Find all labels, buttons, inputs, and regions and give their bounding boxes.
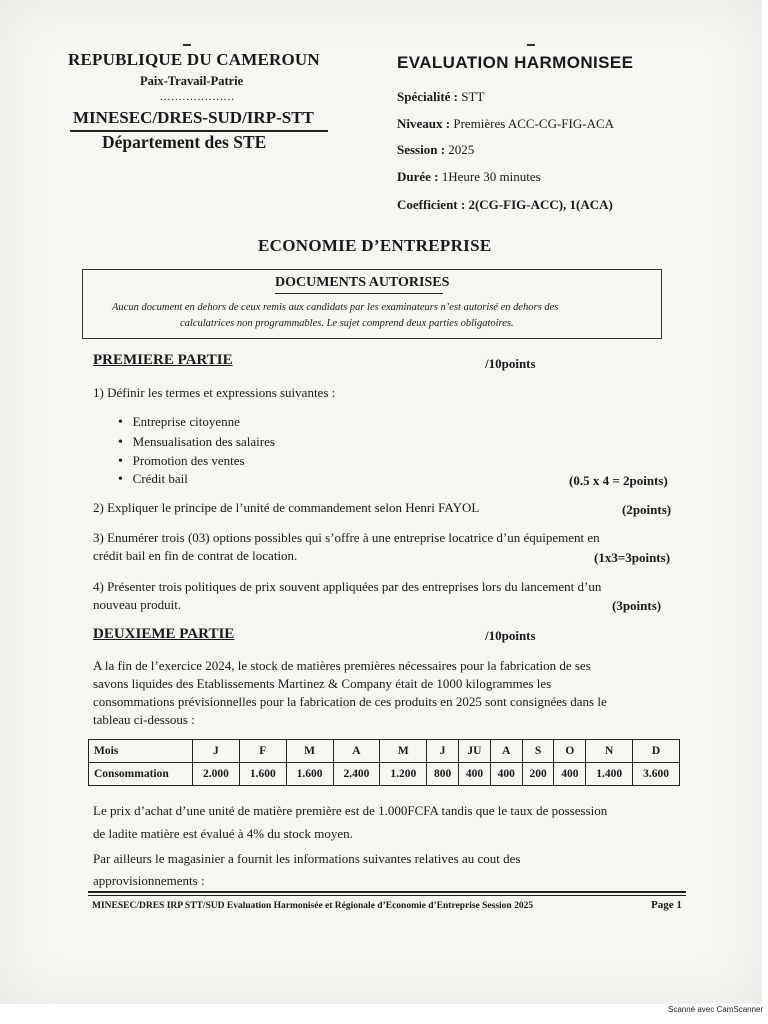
table-cell: J [193, 740, 240, 763]
scan-mark [183, 44, 191, 46]
table-cell: M [286, 740, 333, 763]
motto-dots: .................... [160, 91, 235, 103]
table-cell: 400 [490, 763, 522, 786]
part2-intro-line-1: A la fin de l’exercice 2024, le stock de matières premières nécessaires pour la fabrication de ses [93, 658, 591, 673]
term-item [118, 414, 240, 431]
part2-intro-line-3: consommations prévisionnelles pour la fabrication de ces produits en 2025 sont consignées dans le [93, 694, 607, 709]
evaluation-title: EVALUATION HARMONISEE [397, 53, 634, 72]
question-4-line-1: 4) Présenter trois politiques de prix souvent appliquées par des entreprises lors du lancement d’un [93, 579, 602, 594]
table-cell: 3.600 [633, 763, 680, 786]
table-row [89, 763, 680, 786]
table-row [89, 740, 680, 763]
bullet-icon: • [118, 415, 123, 430]
speciality-line [397, 89, 484, 105]
page-number: Page 1 [651, 899, 682, 911]
levels-line [397, 116, 614, 132]
term-label: Mensualisation des salaires [132, 434, 275, 449]
table-cell: 200 [522, 763, 554, 786]
table-cell: N [586, 740, 633, 763]
footer-rule [88, 895, 686, 896]
table-cell: A [490, 740, 522, 763]
table-cell: M [380, 740, 427, 763]
table-cell: Mois [89, 740, 193, 763]
term-label: Entreprise citoyenne [132, 414, 240, 429]
scan-mark [527, 44, 535, 46]
session-value: 2025 [448, 142, 475, 157]
part1-points: /10points [485, 356, 536, 371]
part1-title: PREMIERE PARTIE [93, 352, 233, 368]
republic-title: REPUBLIQUE DU CAMEROUN [68, 50, 320, 69]
documents-title-underline [275, 293, 443, 294]
table-cell: S [522, 740, 554, 763]
term-label: Crédit bail [132, 471, 188, 486]
term-item [118, 434, 275, 451]
table-cell: O [554, 740, 586, 763]
table-cell: D [633, 740, 680, 763]
session-label: Session : [397, 142, 446, 157]
footer-text: MINESEC/DRES IRP STT/SUD Evaluation Harmonisée et Régionale d’Economie d’Entreprise Session 2025 [92, 901, 534, 911]
term-item [118, 471, 188, 488]
question-3-line-1: 3) Enumérer trois (03) options possibles qui s’offre à une entreprise locatrice d’un équipement en [93, 530, 600, 545]
table-cell: 1.400 [586, 763, 633, 786]
documents-title: DOCUMENTS AUTORISES [275, 275, 450, 290]
bullet-icon: • [118, 454, 123, 469]
table-cell: 400 [554, 763, 586, 786]
bullet-icon: • [118, 472, 123, 487]
storekeeper-line-1: Par ailleurs le magasinier a fournit les informations suivantes relatives au cout des [93, 851, 521, 866]
part2-points: /10points [485, 628, 536, 643]
table-cell: F [239, 740, 286, 763]
question-1-points: (0.5 x 4 = 2points) [569, 473, 668, 488]
table-cell: 1.600 [239, 763, 286, 786]
duration-value: 1Heure 30 minutes [441, 169, 541, 184]
question-2: 2) Expliquer le principe de l’unité de commandement selon Henri FAYOL [93, 500, 480, 515]
levels-label: Niveaux : [397, 116, 451, 131]
table-cell: 1.600 [286, 763, 333, 786]
coefficient-label: Coefficient : [397, 197, 466, 212]
table-cell: 800 [427, 763, 459, 786]
session-line [397, 142, 474, 158]
price-line-2: de ladite matière est évalué à 4% du stock moyen. [93, 826, 353, 841]
documents-text-line-2: calculatrices non programmables. Le sujet comprend deux parties obligatoires. [180, 318, 514, 329]
part2-intro-line-4: tableau ci-dessous : [93, 712, 195, 727]
table-cell: 2.000 [193, 763, 240, 786]
table-cell: 400 [459, 763, 491, 786]
documents-text-line-1: Aucun document en dehors de ceux remis aux candidats par les examinateurs n’est autorisé en dehors des [112, 302, 559, 313]
question-3-line-2: crédit bail en fin de contrat de location. [93, 548, 298, 563]
table-cell: 2.400 [333, 763, 380, 786]
part2-title: DEUXIEME PARTIE [93, 626, 235, 642]
table-cell: A [333, 740, 380, 763]
storekeeper-line-2: approvisionnements : [93, 873, 205, 888]
part2-intro-line-2: savons liquides des Etablissements Martinez & Company était de 1000 kilogrammes les [93, 676, 552, 691]
table-cell: JU [459, 740, 491, 763]
term-label: Promotion des ventes [132, 453, 245, 468]
coefficient-value: 2(CG-FIG-ACC), 1(ACA) [468, 197, 613, 212]
duration-label: Durée : [397, 169, 439, 184]
table-cell: 1.200 [380, 763, 427, 786]
footer-rule [88, 891, 686, 893]
question-1: 1) Définir les termes et expressions suivantes : [93, 385, 336, 400]
question-3-points: (1x3=3points) [594, 550, 671, 565]
consumption-table [88, 739, 680, 786]
question-4-points: (3points) [612, 598, 662, 613]
question-2-points: (2points) [622, 502, 672, 517]
coefficient-line [397, 197, 613, 213]
speciality-value: STT [461, 89, 485, 104]
ministry-line: MINESEC/DRES-SUD/IRP-STT [73, 108, 314, 127]
scanner-watermark: Scanné avec CamScanner [668, 1005, 764, 1014]
department-title: Département des STE [102, 132, 267, 152]
table-cell: Consommation [89, 763, 193, 786]
speciality-label: Spécialité : [397, 89, 459, 104]
national-motto: Paix-Travail-Patrie [140, 74, 244, 88]
question-4-line-2: nouveau produit. [93, 597, 182, 612]
table-cell: J [427, 740, 459, 763]
term-item [118, 453, 245, 470]
bullet-icon: • [118, 435, 123, 450]
subject-title: ECONOMIE D’ENTREPRISE [258, 236, 492, 255]
levels-value: Premières ACC-CG-FIG-ACA [453, 116, 615, 131]
price-line-1: Le prix d’achat d’une unité de matière première est de 1.000FCFA tandis que le taux de possession [93, 803, 608, 818]
duration-line [397, 169, 541, 185]
